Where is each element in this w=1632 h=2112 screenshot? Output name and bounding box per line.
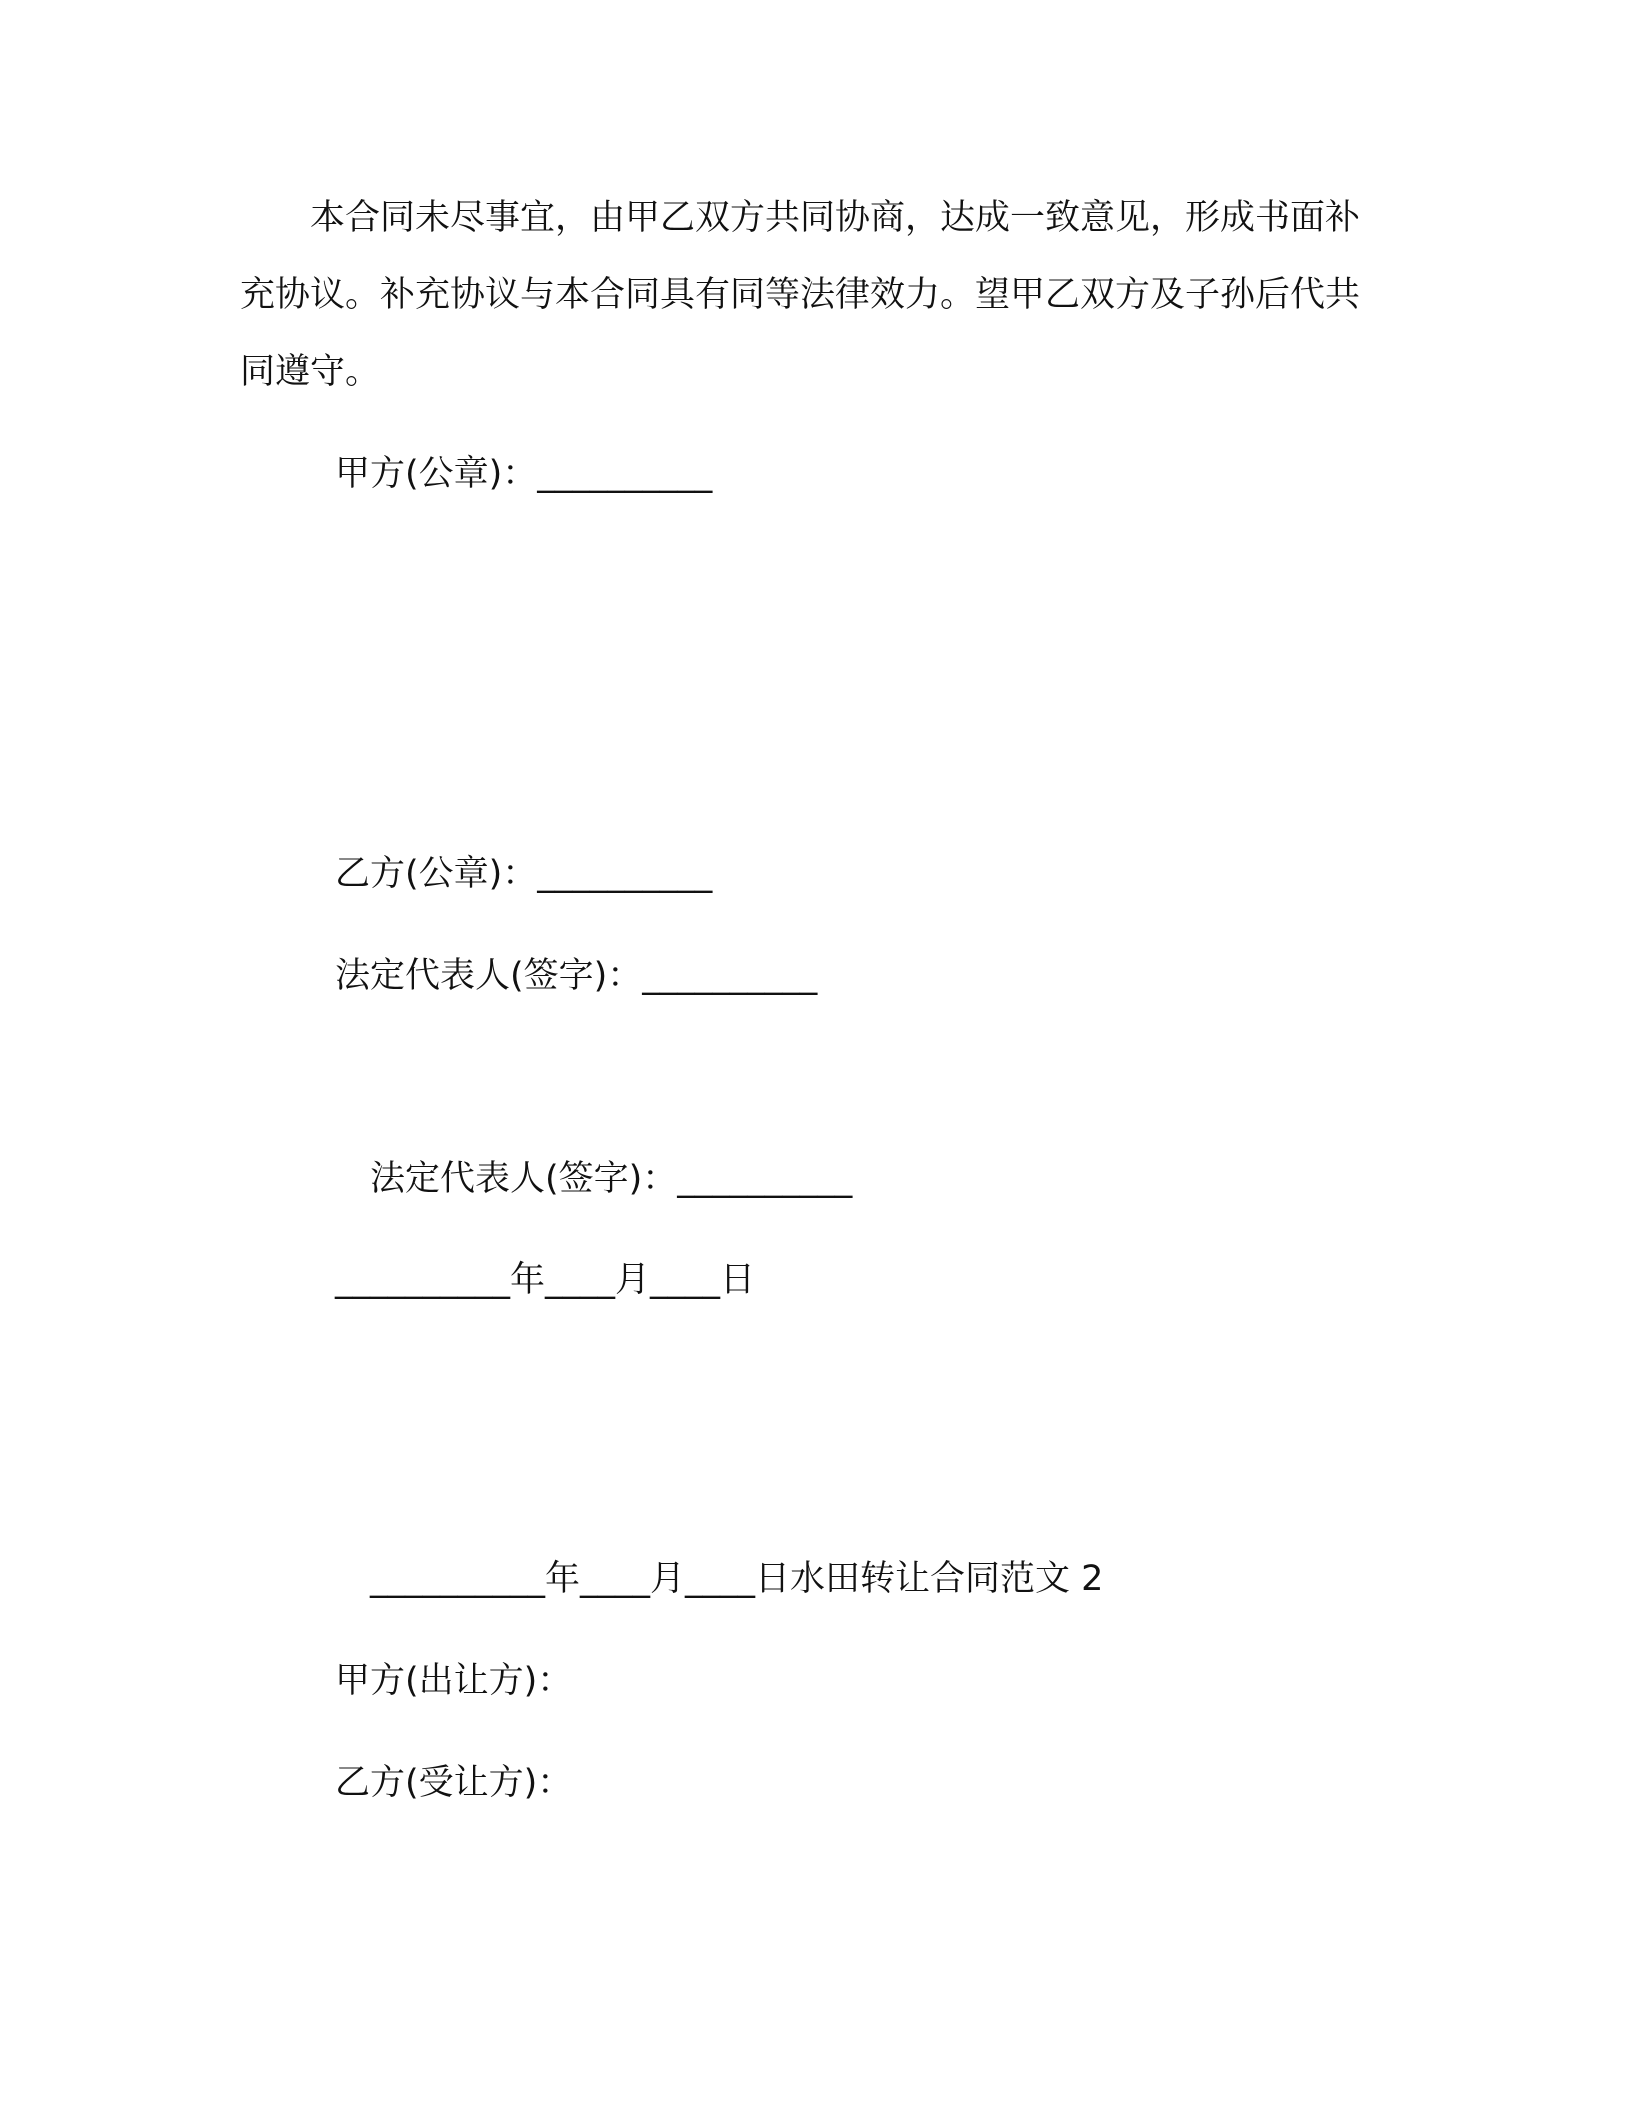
closing-paragraph: 本合同未尽事宜，由甲乙双方共同协商，达成一致意见，形成书面补充协议。补充协议与本合同具有同等法律效力。望甲乙双方及子孙后代共同遵守。 (240, 198, 1361, 392)
section-heading: __________年____月____日水田转让合同范文 2 (370, 1559, 1104, 1599)
party-a-transferor-line: 甲方(出让方)： (335, 1661, 573, 1701)
party-a-seal-line: 甲方(公章)：__________ (335, 454, 713, 494)
legal-representative-signature-line: 法定代表人(签字)：__________ (335, 956, 818, 996)
party-b-transferee-line: 乙方(受让方)： (335, 1763, 573, 1803)
date-line: __________年____月____日 (335, 1260, 756, 1300)
legal-representative-signature-line-2: 法定代表人(签字)：__________ (370, 1159, 853, 1199)
party-b-seal-line: 乙方(公章)：__________ (335, 854, 713, 894)
